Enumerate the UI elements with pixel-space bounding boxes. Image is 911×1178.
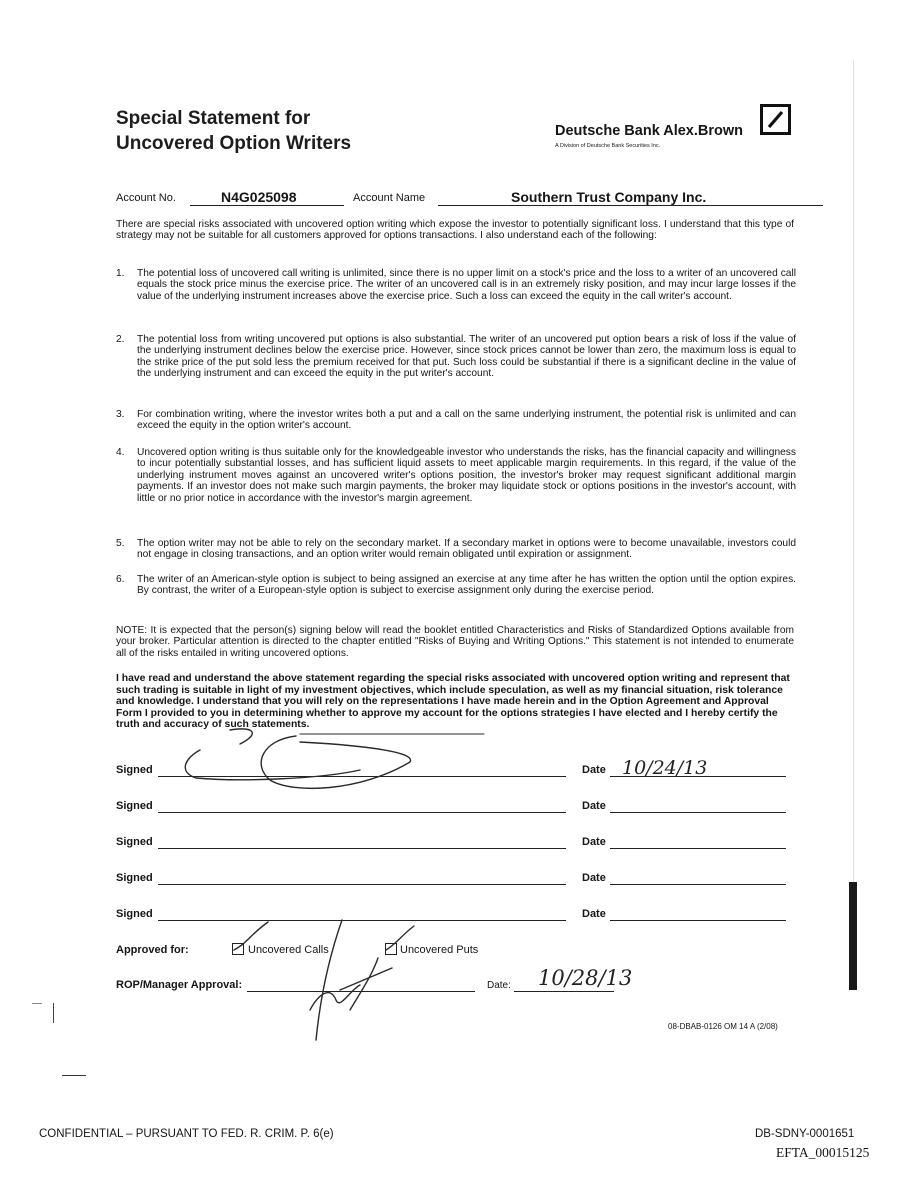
intro-paragraph: There are special risks associated with uncovered option writing which expose the investor to potentially significant loss. I understand that this type of strategy may not be suitable for all customers approved for options transactions. I also understand each of the following:	[116, 219, 794, 242]
title-line-1: Special Statement for	[116, 108, 311, 129]
handwritten-date: 10/24/13	[622, 757, 708, 779]
certification-statement: I have read and understand the above statement regarding the special risks associated with uncovered option writing and represent that such trading is suitable in light of my investment objectives, which include speculation, as well as my financial situation, risk tolerance and knowledge. I understand that you will rely on the representations I have made herein and in the Option Agreement and Approval Form I provided to you in determining whether to approve my account for the options strategies I have elected and I hereby certify the truth and accuracy of such statements.	[116, 673, 790, 731]
signed-label: Signed	[116, 800, 153, 812]
efta-number: EFTA_00015125	[776, 1145, 870, 1160]
checkmark-stroke	[234, 922, 268, 950]
date-label: Date	[582, 836, 606, 848]
signed-label: Signed	[116, 764, 153, 776]
account-number-value: N4G025098	[221, 189, 297, 205]
item-number: 3.	[116, 409, 125, 420]
uncovered-calls-label: Uncovered Calls	[248, 944, 329, 956]
date-label: Date	[582, 800, 606, 812]
date-label: Date	[582, 908, 606, 920]
note-paragraph: NOTE: It is expected that the person(s) signing below will read the booklet entitled Characteristics and Risks of Standardized Options available from your broker. Particular attention is directed to the chapter entitled "Risks of Buying and Writing Options." This statement is not intended to enumerate all of the risks entailed in writing uncovered options.	[116, 625, 794, 659]
brand-name: Deutsche Bank Alex.Brown	[555, 123, 744, 139]
signed-label: Signed	[116, 872, 153, 884]
item-text: Uncovered option writing is thus suitable only for the knowledgeable investor who understands the risks, has the financial capacity and willingness to incur potentially substantial losses, and has sufficient liquid assets to meet applicable margin requirements. In this regard, if the value of the underlying instrument moves against an uncovered writer's options position, the investor's broker may request significant additional margin payments. If an investor does not make such margin payments, the broker may liquidate stock or options positions in the investor's account, with little or no prior notice in accordance with the investor's margin agreement.	[137, 447, 796, 504]
item-number: 5.	[116, 538, 125, 549]
form-code: 08-DBAB-0126 OM 14 A (2/08)	[668, 1022, 778, 1031]
checkmark-stroke	[386, 926, 414, 950]
bates-number: DB-SDNY-0001651	[755, 1128, 855, 1140]
rop-date-label: Date:	[487, 980, 511, 991]
item-text: The potential loss of uncovered call writing is unlimited, since there is no upper limit on a stock's price and the loss to a writer of an uncovered call equals the stock price minus the exercise price. The writer of an uncovered call is in an extremely risky position, and may incur large losses if the value of the underlying instrument increases above the exercise price. Such a loss can exceed the equity in the call writer's account.	[137, 268, 796, 302]
item-number: 2.	[116, 334, 125, 345]
confidential-notice: CONFIDENTIAL – PURSUANT TO FED. R. CRIM. P. 6(e)	[39, 1128, 334, 1140]
approval-signature-stroke	[340, 968, 392, 990]
date-label: Date	[582, 764, 606, 776]
item-text: The option writer may not be able to rely on the secondary market. If a secondary market in options were to become unavailable, investors could not engage in closing transactions, and an option writer would remain obligated until expiration or assignment.	[137, 538, 796, 561]
approval-signature-stroke	[316, 920, 342, 1040]
handwritten-approval-date: 10/28/13	[538, 966, 633, 990]
uncovered-puts-label: Uncovered Puts	[400, 944, 479, 956]
item-text: For combination writing, where the investor writes both a put and a call on the same underlying instrument, the potential risk is unlimited and can exceed the equity in the option writer's account.	[137, 409, 796, 432]
title-line-2: Uncovered Option Writers	[116, 133, 352, 154]
item-number: 4.	[116, 447, 125, 458]
rop-approval-label: ROP/Manager Approval:	[116, 979, 243, 991]
brand-subtitle: A Division of Deutsche Bank Securities Inc.	[555, 143, 661, 149]
signature-stroke	[261, 736, 410, 788]
approved-for-label: Approved for:	[116, 944, 189, 956]
date-label: Date	[582, 872, 606, 884]
account-name-value: Southern Trust Company Inc.	[511, 189, 707, 205]
item-text: The writer of an American-style option is subject to being assigned an exercise at any time after he has written the option until the option expires. By contrast, the writer of a European-style option is subject to exercise assignment only during the exercise period.	[137, 574, 796, 597]
signature-stroke	[185, 750, 360, 780]
item-number: 1.	[116, 268, 125, 279]
account-number-label: Account No.	[116, 192, 176, 204]
signed-label: Signed	[116, 836, 153, 848]
item-number: 6.	[116, 574, 125, 585]
item-text: The potential loss from writing uncovered put options is also substantial. The writer of an uncovered put option bears a risk of loss if the value of the underlying instrument declines below the exercise price. However, since stock prices cannot be lower than zero, the maximum loss is equal to the strike price of the put sold less the premium received for that put. Such loss could be substantial if there is a significant decline in the value of the underlying instrument and can exceed the equity in the put writer's account.	[137, 334, 796, 380]
signed-label: Signed	[116, 908, 153, 920]
signature-stroke	[230, 729, 252, 744]
account-name-label: Account Name	[353, 192, 426, 204]
